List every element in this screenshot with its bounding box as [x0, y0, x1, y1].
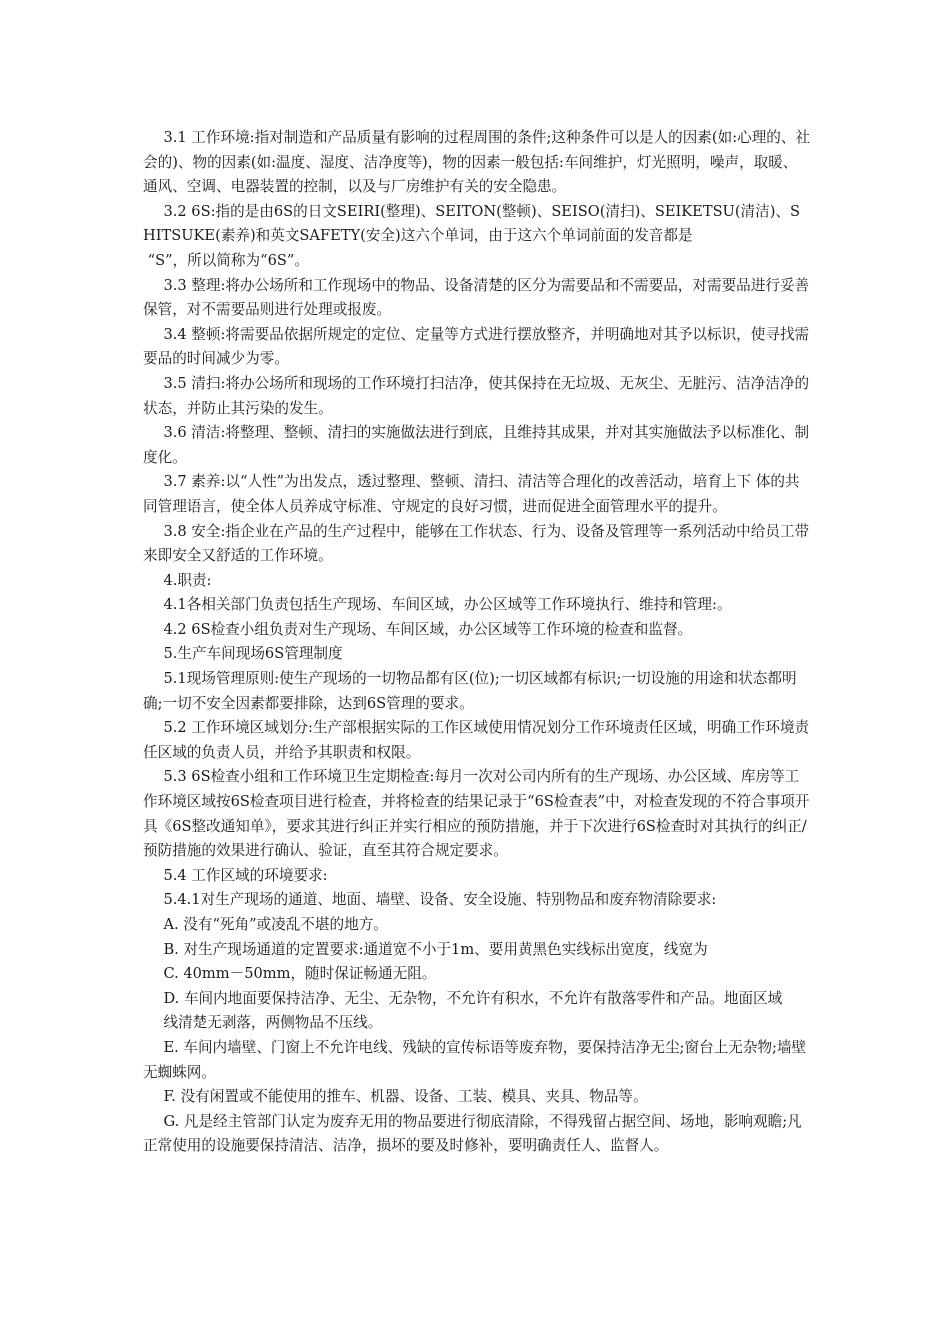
paragraph-4-2: 4.2 6S检查小组负责对生产现场、车间区域，办公区域等工作环境的检查和监督。	[163, 620, 693, 638]
heading-5: 5.生产车间现场6S管理制度	[163, 645, 343, 663]
paragraph-5-2: 5.2 工作环境区域划分:生产部根据实际的工作区域使用情况划分工作环境责任区域，明确工作环境责任区域的负责人员，并给予其职责和权限。	[143, 719, 810, 761]
paragraph-3-3: 3.3 整理:将办公场所和工作现场中的物品、设备清楚的区分为需要品和不需要品，对需要品进行妥善保管，对不需要品则进行处理或报废。	[143, 276, 810, 319]
paragraph-3-4: 3.4 整顿:将需要品依据所规定的定位、定量等方式进行摆放整齐，并明确地对其予以标识，使寻找需要品的时间减少为零。	[143, 325, 810, 368]
paragraph-3-5: 3.5 清扫:将办公场所和现场的工作环境打扫洁净，使其保持在无垃圾、无灰尘、无脏污、洁净洁净的状态，并防止其污染的发生。	[143, 374, 810, 417]
paragraph-4-1: 4.1各相关部门负责包括生产现场、车间区域，办公区域等工作环境执行、维持和管理:。	[163, 596, 732, 614]
list-item-d: D. 车间内地面要保持洁净、无尘、无杂物，不允许有积水，不允许有散落零件和产品。地面区域	[163, 989, 783, 1007]
list-item-b: B. 对生产现场通道的定置要求:通道宽不小于1m、要用黄黑色实线标出宽度，线宽为	[163, 940, 708, 958]
paragraph-3-1: 3.1 工作环境:指对制造和产品质量有影响的过程周围的条件;这种条件可以是人的因素(如:心理的、社会的)、物的因素(如:温度、湿度、洁净度等)，物的因素一般包括:车间维护，灯光照明，噪声，取暖、通风、空调、电器装置的控制，以及与厂房维护有关的安全隐患。	[143, 129, 811, 196]
paragraph-5-4: 5.4 工作区域的环境要求:	[163, 866, 328, 884]
list-item-d-continued: 线清楚无剥落，两侧物品不压线。	[163, 1014, 383, 1032]
paragraph-3-2: 3.2 6S:指的是由6S的日文SEIRI(整理)、SEITON(整顿)、SEISO(清扫)、SEIKETSU(清洁)、SHITSUKE(素养)和英文SAFETY(安全)这六个单词，由于这六个单词前面的发音都是 “S”，所以简称为“6S”。	[143, 202, 801, 269]
list-item-g: G. 凡是经主管部门认定为废弃无用的物品要进行彻底清除，不得残留占据空间、场地，影响观瞻;凡正常使用的设施要保持清洁、洁净，损坏的要及时修补，要明确责任人、监督人。	[143, 1112, 802, 1155]
list-item-f: F. 没有闲置或不能使用的推车、机器、设备、工装、模具、夹具、物品等。	[163, 1088, 648, 1106]
list-item-c: C. 40mm－50mm，随时保证畅通无阻。	[163, 965, 437, 983]
paragraph-3-6: 3.6 清洁:将整理、整顿、清扫的实施做法进行到底，且维持其成果，并对其实施做法予以标准化、制度化。	[143, 424, 810, 466]
heading-4: 4.职责:	[163, 571, 212, 589]
paragraph-5-1: 5.1现场管理原则:使生产现场的一切物品都有区(位);一切区域都有标识;一切设施的用途和状态都明确;一切不安全因素都要排除，达到6S管理的要求。	[143, 670, 797, 712]
list-item-e: E. 车间内墙壁、门窗上不允许电线、残缺的宣传标语等废弃物，要保持洁净无尘;窗台上无杂物;墙壁无蜘蛛网。	[143, 1038, 807, 1081]
paragraph-3-8: 3.8 安全:指企业在产品的生产过程中，能够在工作状态、行为、设备及管理等一系列活动中给员工带来即安全又舒适的工作环境。	[143, 522, 810, 565]
document-body	[143, 126, 811, 1159]
paragraph-5-4-1: 5.4.1对生产现场的通道、地面、墙壁、设备、安全设施、特别物品和废弃物清除要求:	[163, 891, 717, 909]
paragraph-5-3: 5.3 6S检查小组和工作环境卫生定期检查:每月一次对公司内所有的生产现场、办公区域、库房等工作环境区域按6S检查项目进行检查，并将检查的结果记录于“6S检查表”中，对检查发现的不符合事项开具《6S整改通知单》，要求其进行纠正并实行相应的预防措施，并于下次进行6S检查时对其执行的纠正/预防措施的效果进行确认、验证，直至其符合规定要求。	[143, 768, 810, 860]
paragraph-3-7: 3.7 素养:以“人性”为出发点，透过整理、整顿、清扫、清洁等合理化的改善活动，培育上下 体的共同管理语言，使全体人员养成守标准、守规定的良好习惯，进而促进全面管理水平的提升。	[143, 473, 800, 515]
list-item-a: A. 没有“死角”或凌乱不堪的地方。	[163, 916, 388, 933]
